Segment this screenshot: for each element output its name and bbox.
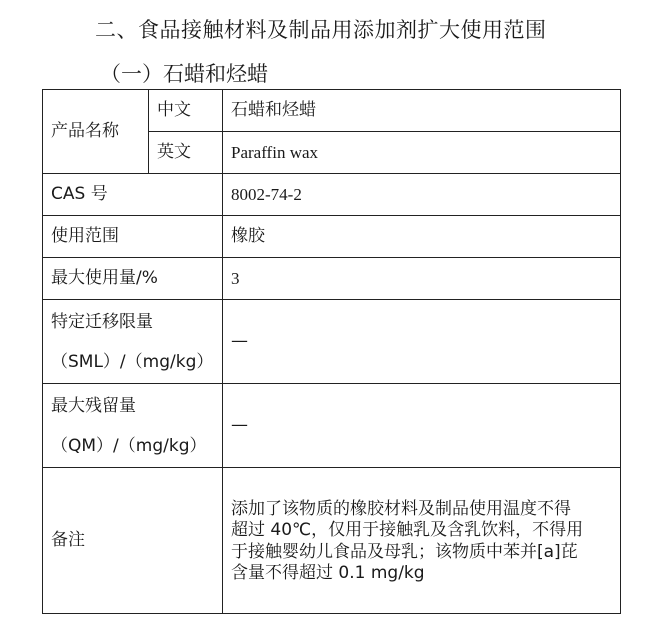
chinese-value: 石蜡和烃蜡 (223, 90, 621, 132)
table-row (43, 174, 621, 216)
sml-label (43, 300, 223, 384)
scope-label: 使用范围 (43, 216, 223, 258)
product-name-label: 产品名称 (43, 90, 149, 174)
max-use-label: 最大使用量/% (43, 258, 223, 300)
table-row (43, 90, 621, 132)
english-value: Paraffin wax (223, 132, 621, 174)
qm-label-line1: 最大残留量 (51, 395, 136, 416)
notes-value (223, 468, 621, 614)
chinese-label: 中文 (149, 90, 223, 132)
qm-value: — (223, 384, 621, 468)
qm-label (43, 384, 223, 468)
cas-value: 8002-74-2 (223, 174, 621, 216)
notes-line: 于接触婴幼儿食品及母乳；该物质中苯并[a]芘 (231, 541, 578, 562)
scope-value: 橡胶 (223, 216, 621, 258)
notes-line: 含量不得超过 0.1 mg/kg (231, 562, 425, 583)
english-label: 英文 (149, 132, 223, 174)
table-row (43, 384, 621, 468)
qm-label-line2: （QM）/（mg/kg） (51, 435, 207, 456)
sml-label-line2: （SML）/（mg/kg） (51, 351, 214, 372)
additive-spec-table (42, 89, 621, 614)
notes-label: 备注 (43, 468, 223, 614)
sml-value: — (223, 300, 621, 384)
table-row (43, 300, 621, 384)
sml-label-line1: 特定迁移限量 (51, 311, 153, 332)
section-heading: 二、食品接触材料及制品用添加剂扩大使用范围 (95, 18, 547, 42)
table-row (43, 258, 621, 300)
subsection-heading: （一）石蜡和烃蜡 (100, 62, 268, 86)
notes-line: 超过 40℃，仅用于接触乳及含乳饮料，不得用 (231, 520, 584, 541)
max-use-value: 3 (223, 258, 621, 300)
cas-label: CAS 号 (43, 174, 223, 216)
table-row (43, 216, 621, 258)
notes-line: 添加了该物质的橡胶材料及制品使用温度不得 (231, 499, 571, 519)
table-row (43, 468, 621, 614)
